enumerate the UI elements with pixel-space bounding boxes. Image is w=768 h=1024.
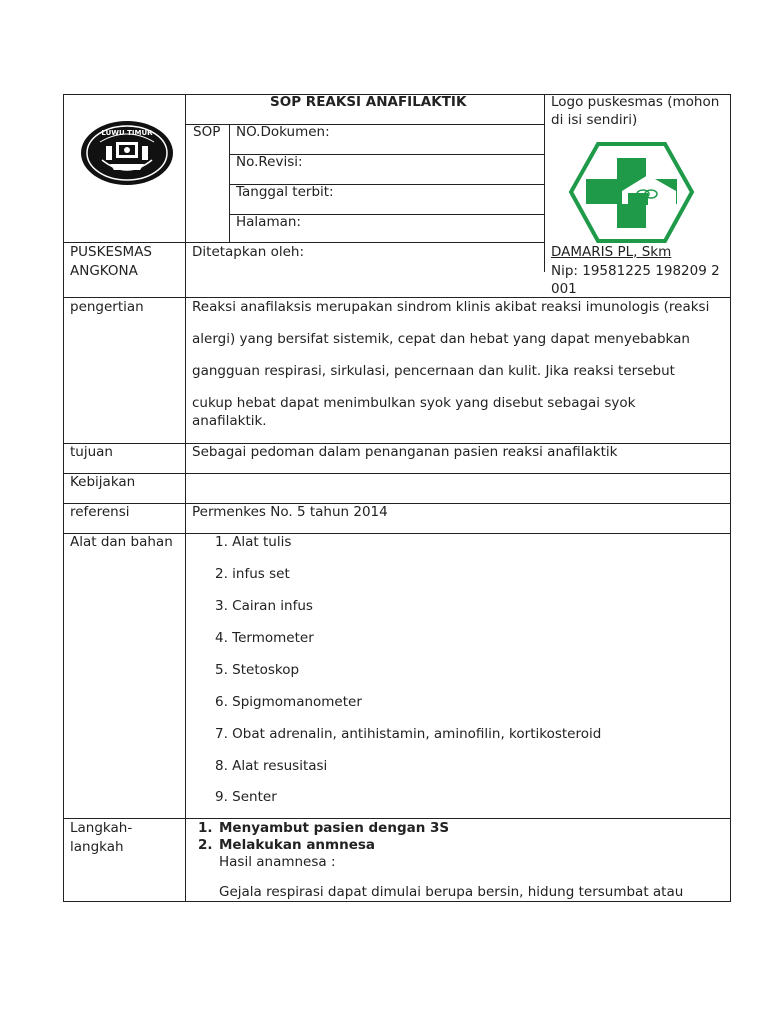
column-divider-label xyxy=(185,94,186,902)
list-item: 7. Obat adrenalin, antihistamin, aminofilin, kortikosteroid xyxy=(215,726,602,742)
pengertian-line-3: gangguan respirasi, sirkulasi, pencernaan dan kulit. Jika reaksi tersebut xyxy=(192,363,675,379)
no-dokumen-label: NO.Dokumen: xyxy=(236,124,330,140)
tujuan-text: Sebagai pedoman dalam penanganan pasien reaksi anafilaktik xyxy=(192,444,618,460)
logo-note-line1: Logo puskesmas (mohon xyxy=(551,94,720,110)
list-item: 9. Senter xyxy=(215,789,277,805)
logo-note-line2: di isi sendiri) xyxy=(551,112,638,128)
step-1-text: Menyambut pasien dengan 3S xyxy=(219,820,450,836)
langkah-label-line1: Langkah- xyxy=(70,820,133,836)
gejala-text: Gejala respirasi dapat dimulai berupa bersin, hidung tersumbat atau xyxy=(219,884,684,900)
row-divider-tujuan xyxy=(63,473,731,474)
nip-line1: Nip: 19581225 198209 2 xyxy=(551,263,720,279)
halaman-label: Halaman: xyxy=(236,214,301,230)
list-item: 5. Stetoskop xyxy=(215,662,300,678)
langkah-label-line2: langkah xyxy=(70,839,124,855)
step-2-text: Melakukan anmnesa xyxy=(219,837,376,853)
no-revisi-label: No.Revisi: xyxy=(236,154,303,170)
puskesmas-label-line2: ANGKONA xyxy=(70,263,138,279)
pengertian-line-4: cukup hebat dapat menimbulkan syok yang disebut sebagai syok xyxy=(192,395,636,411)
pengertian-line-2: alergi) yang bersifat sistemik, cepat dan hebat yang dapat menyebabkan xyxy=(192,331,690,347)
list-item: 1. Alat tulis xyxy=(215,534,292,550)
table-border-bottom xyxy=(63,901,731,902)
pengertian-line-1: Reaksi anafilaksis merupakan sindrom klinis akibat reaksi imunologis (reaksi xyxy=(192,299,710,315)
list-item: 2. infus set xyxy=(215,566,290,582)
puskesmas-logo xyxy=(568,141,695,244)
column-divider-sop xyxy=(229,124,230,242)
step-1-number: 1. xyxy=(198,820,213,836)
step-2-number: 2. xyxy=(198,837,213,853)
regency-emblem-logo xyxy=(80,120,174,186)
nip-line2: 001 xyxy=(551,281,577,297)
tanggal-terbit-label: Tanggal terbit: xyxy=(236,184,334,200)
svg-text:LUWU TIMUR: LUWU TIMUR xyxy=(101,129,153,137)
pengertian-label: pengertian xyxy=(70,299,144,315)
tujuan-label: tujuan xyxy=(70,444,113,460)
sop-label: SOP xyxy=(193,124,221,140)
official-name: DAMARIS PL, Skm xyxy=(551,244,672,260)
pengertian-line-5: anafilaktik. xyxy=(192,413,267,429)
table-border-left xyxy=(63,94,64,902)
list-item: 4. Termometer xyxy=(215,630,314,646)
row-divider-kebijakan xyxy=(63,503,731,504)
ditetapkan-label: Ditetapkan oleh: xyxy=(192,244,305,260)
column-divider-logo xyxy=(544,94,545,272)
list-item: 8. Alat resusitasi xyxy=(215,758,328,774)
kebijakan-label: Kebijakan xyxy=(70,474,136,490)
document-title: SOP REAKSI ANAFILAKTIK xyxy=(270,94,467,110)
list-item: 3. Cairan infus xyxy=(215,598,313,614)
hasil-anamnesa-text: Hasil anamnesa : xyxy=(219,854,336,870)
alat-bahan-label: Alat dan bahan xyxy=(70,534,173,550)
list-item: 6. Spigmomanometer xyxy=(215,694,362,710)
table-border-right xyxy=(730,94,731,902)
puskesmas-label-line1: PUSKESMAS xyxy=(70,244,152,260)
referensi-label: referensi xyxy=(70,504,130,520)
referensi-text: Permenkes No. 5 tahun 2014 xyxy=(192,504,388,520)
